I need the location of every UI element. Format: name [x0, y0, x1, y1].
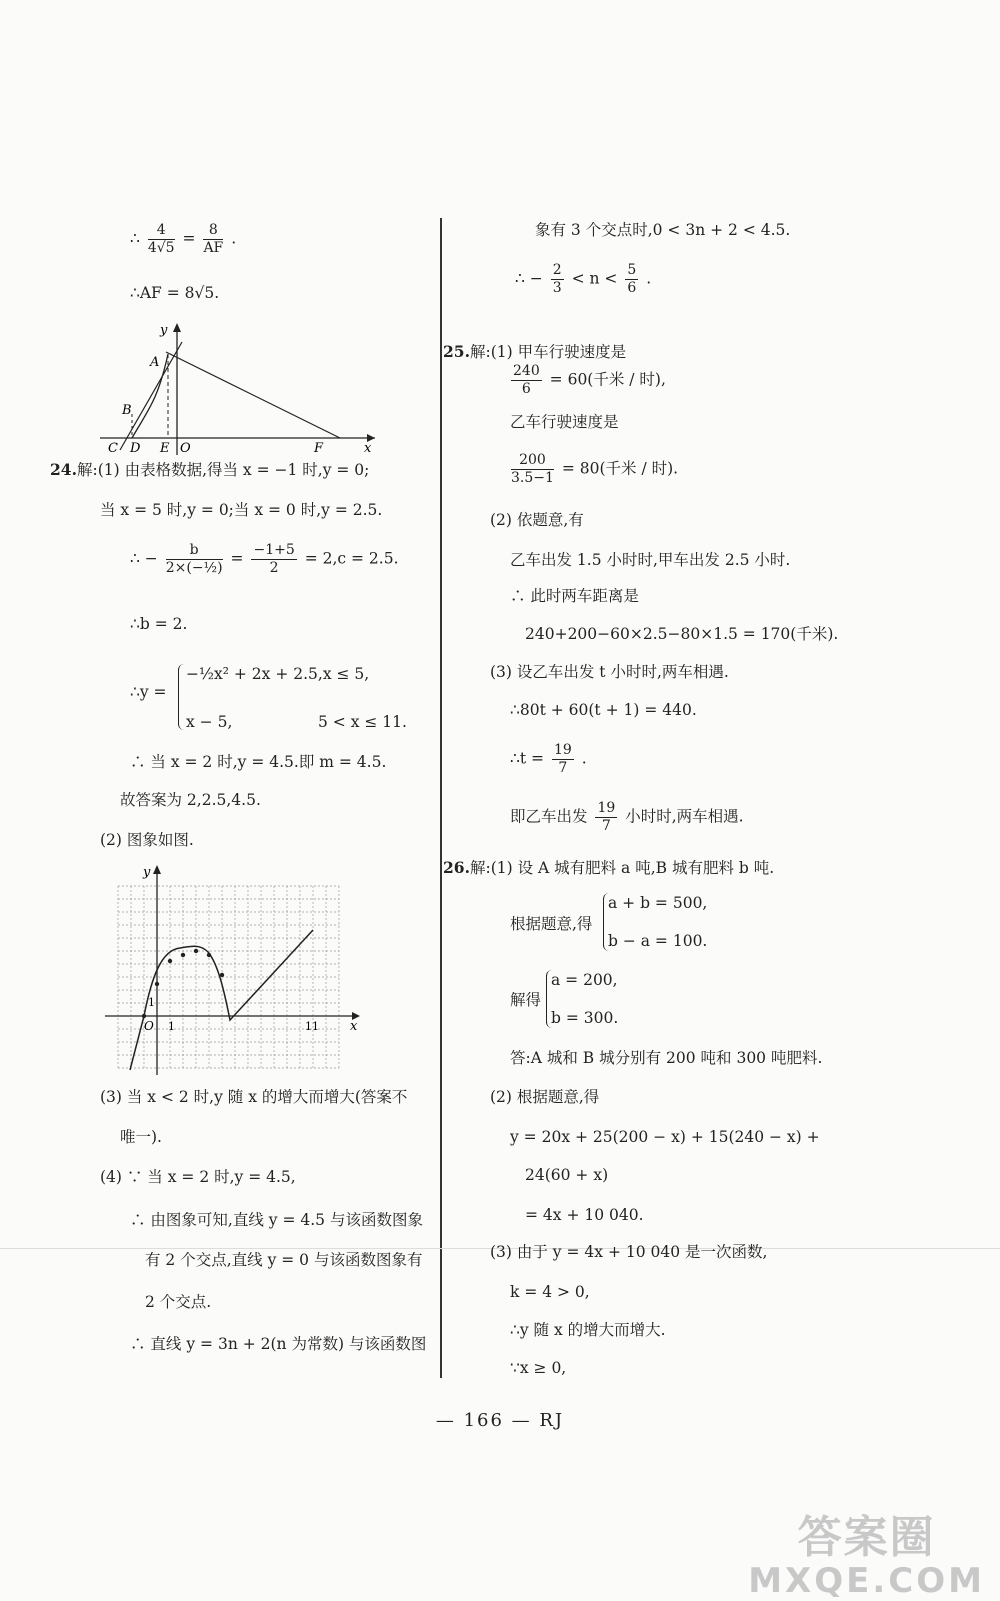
q25-line8: 240+200−60×2.5−80×1.5 = 170(千米). [525, 625, 839, 643]
label-F: F [314, 441, 324, 456]
q24-line12: ∴ 由图象可知,直线 y = 4.5 与该函数图象 [130, 1211, 423, 1229]
q24-line1: 24.解:(1) 由表格数据,得当 x = −1 时,y = 0; [50, 460, 370, 479]
label-O: O [180, 441, 191, 456]
q26-line10: k = 4 > 0, [510, 1283, 590, 1301]
q26-line7: 24(60 + x) [525, 1166, 609, 1184]
page-number: — 166 — RJ [435, 1410, 565, 1431]
label-x: x [364, 441, 372, 456]
function-graph [100, 860, 370, 1080]
fraction: $\frac{-1+5}{2}$ [253, 542, 295, 576]
label-eleven: 11 [305, 1020, 319, 1033]
label-x: x [350, 1019, 358, 1034]
label-E: E [160, 441, 170, 456]
q24-line2: 当 x = 5 时,y = 0;当 x = 0 时,y = 2.5. [100, 501, 383, 519]
q26-line8: = 4x + 10 040. [525, 1206, 644, 1224]
q25-line9: (3) 设乙车出发 t 小时时,两车相遇. [490, 663, 729, 681]
q25-line1: 25.解:(1) 甲车行驶速度是 [443, 342, 627, 361]
q26-line11: ∴y 随 x 的增大而增大. [510, 1321, 666, 1339]
label-D: D [130, 441, 141, 456]
fraction: $\frac{19}{7}$ [553, 742, 572, 776]
q24-line15: ∴ 直线 y = 3n + 2(n 为常数) 与该函数图 [130, 1335, 427, 1353]
label-one-x: 1 [168, 1020, 175, 1033]
r-line1: 象有 3 个交点时,0 < 3n + 2 < 4.5. [535, 221, 791, 239]
question-number: 25. [443, 342, 470, 361]
label-y: y [143, 865, 151, 880]
q24-line7: 故答案为 2,2.5,4.5. [120, 791, 261, 809]
q25-line10: ∴80t + 60(t + 1) = 440. [510, 701, 697, 719]
q25-line2: $\frac{240}{6}$ = 60(千米 / 时), [513, 363, 666, 397]
triangle-figure [100, 320, 390, 460]
q26-line2-label: 根据题意,得 [510, 915, 593, 933]
q24-line13: 有 2 个交点,直线 y = 0 与该函数图象有 [145, 1251, 423, 1269]
q26-line12: ∵x ≥ 0, [510, 1359, 567, 1377]
label-O: O [144, 1019, 154, 1033]
q25-line6: 乙车出发 1.5 小时时,甲车出发 2.5 小时. [510, 551, 791, 569]
fraction: $\frac{2}{3}$ [552, 262, 562, 296]
eq-af-ratio: ∴ $\frac{4}{4√5}$ = $\frac{8}{AF}$ . [130, 222, 237, 256]
q24-line10: 唯一). [120, 1128, 162, 1146]
q26-eq1: a + b = 500, [608, 894, 708, 912]
q26-sol1: a = 200, [551, 971, 618, 989]
watermark-top: 答案圈 [797, 1512, 936, 1563]
q25-line12: 即乙车出发 $\frac{19}{7}$ 小时时,两车相遇. [510, 800, 744, 834]
question-number: 26. [443, 858, 470, 877]
label-C: C [108, 441, 118, 456]
therefore-symbol: ∴ [130, 229, 140, 248]
q26-eq2: b − a = 100. [608, 932, 708, 950]
label-y: y [160, 323, 168, 338]
q26-line9: (3) 由于 y = 4x + 10 040 是一次函数, [490, 1243, 768, 1261]
q24-case2b: 5 < x ≤ 11. [318, 713, 407, 731]
fraction: $\frac{200}{3.5-1}$ [511, 452, 554, 486]
q26-sol2: b = 300. [551, 1009, 619, 1027]
q26-line1: 26.解:(1) 设 A 城有肥料 a 吨,B 城有肥料 b 吨. [443, 858, 775, 877]
q24-line14: 2 个交点. [145, 1293, 212, 1311]
q26-line6: y = 20x + 25(200 − x) + 15(240 − x) + [510, 1128, 820, 1146]
r-line2: ∴ − $\frac{2}{3}$ < n < $\frac{5}{6}$ . [515, 262, 652, 296]
q26-line4: 答:A 城和 B 城分别有 200 吨和 300 吨肥料. [510, 1049, 823, 1067]
q24-line8: (2) 图象如图. [100, 831, 194, 849]
q26-line5: (2) 根据题意,得 [490, 1088, 600, 1106]
eq-af-value: ∴AF = 8√5. [130, 284, 220, 302]
q25-line11: ∴t = $\frac{19}{7}$ . [510, 742, 587, 776]
fraction: $\frac{19}{7}$ [597, 800, 616, 834]
q24-line6: ∴ 当 x = 2 时,y = 4.5.即 m = 4.5. [130, 753, 387, 771]
brace [178, 664, 185, 730]
fraction: $\frac{4}{4√5}$ [147, 222, 175, 256]
label-A: A [150, 355, 160, 370]
fraction: $\frac{b}{\text{2×(−½)}}$ [165, 542, 223, 576]
question-number: 24. [50, 460, 77, 479]
q26-line3-label: 解得 [510, 991, 542, 1009]
fraction: $\frac{5}{6}$ [627, 262, 637, 296]
fraction: $\frac{240}{6}$ [513, 363, 540, 397]
q25-line4: $\frac{200}{3.5-1}$ = 80(千米 / 时). [511, 452, 679, 486]
q24-line4: ∴b = 2. [130, 615, 188, 633]
q24-line11: (4) ∵ 当 x = 2 时,y = 4.5, [100, 1168, 296, 1186]
watermark-logo [748, 1514, 985, 1600]
q25-line3: 乙车行驶速度是 [510, 413, 619, 431]
fraction: $\frac{8}{AF}$ [203, 222, 224, 256]
q24-case2a: x − 5, [186, 713, 233, 731]
watermark-bottom: MXQE.COM [748, 1561, 985, 1601]
label-one-y: 1 [148, 996, 155, 1009]
q25-line7: ∴ 此时两车距离是 [510, 587, 639, 605]
q24-piecewise-label: ∴y = [130, 683, 167, 701]
q24-case1: −½x² + 2x + 2.5,x ≤ 5, [186, 665, 370, 683]
q24-line9: (3) 当 x < 2 时,y 随 x 的增大而增大(答案不 [100, 1088, 408, 1106]
q25-line5: (2) 依题意,有 [490, 511, 584, 529]
column-divider [440, 218, 442, 1378]
q24-line3: ∴ − $\frac{b}{\text{2×(−½)}}$ = $\frac{-1+5}{2}$ = 2,c = 2.5. [130, 542, 399, 576]
label-B: B [122, 403, 132, 418]
